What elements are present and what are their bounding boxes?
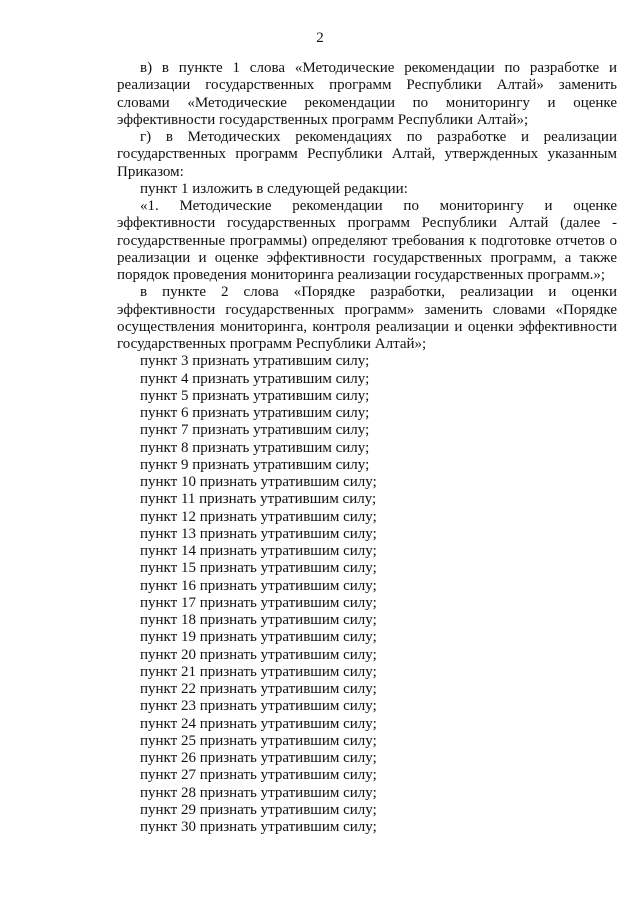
list-item: пункт 18 признать утратившим силу; <box>140 612 377 628</box>
list-item: пункт 4 признать утратившим силу; <box>140 370 370 387</box>
list-item: пункт 10 признать утратившим силу; <box>140 474 377 490</box>
list-item: пункт 19 признать утратившим силу; <box>140 629 377 646</box>
paragraph-point-2: в пункте 2 слова «Порядке разработки, реализации и оценки эффективности государственных программ» заменить словами «Порядке осуществления мониторинга, контроля реализации и оценки эффективности государственных программ Республики Алтай»; <box>117 284 617 352</box>
list-item: пункт 16 признать утратившим силу; <box>140 577 377 594</box>
list-item: пункт 8 признать утратившим силу; <box>140 439 370 456</box>
list-item: пункт 7 признать утратившим силу; <box>140 422 370 439</box>
list-item: пункт 17 признать утратившим силу; <box>140 594 377 611</box>
list-item: пункт 20 признать утратившим силу; <box>140 646 377 663</box>
list-item: пункт 24 признать утратившим силу; <box>140 715 377 732</box>
list-item: пункт 9 признать утратившим силу; <box>140 456 370 473</box>
list-item: пункт 3 признать утратившим силу; <box>140 353 370 370</box>
list-item: пункт 5 признать утратившим силу; <box>140 387 370 404</box>
list-item: пункт 27 признать утратившим силу; <box>140 767 377 784</box>
list-item: пункт 15 признать утратившим силу; <box>140 560 377 577</box>
paragraph-point-1-intro: пункт 1 изложить в следующей редакции: <box>140 180 408 197</box>
list-item: пункт 28 признать утратившим силу; <box>140 784 377 801</box>
paragraph-v: в) в пункте 1 слова «Методические рекомендации по разработке и реализации государственных программ Республики Алтай» заменить словами «Методические рекомендации по мониторингу и оценке эффективности государственных программ Республики Алтай»; <box>117 60 617 128</box>
list-item: пункт 14 признать утратившим силу; <box>140 543 377 559</box>
list-item: пункт 29 признать утратившим силу; <box>140 801 377 818</box>
list-item: пункт 12 признать утратившим силу; <box>140 508 377 525</box>
list-item: пункт 6 признать утратившим силу; <box>140 405 370 421</box>
list-item: пункт 21 признать утратившим силу; <box>140 663 377 680</box>
list-item: пункт 26 признать утратившим силу; <box>140 750 377 766</box>
list-item: пункт 30 признать утратившим силу; <box>140 819 377 835</box>
list-item: пункт 22 признать утратившим силу; <box>140 681 377 697</box>
list-item: пункт 23 признать утратившим силу; <box>140 698 377 715</box>
page-number: 2 <box>316 30 324 46</box>
list-item: пункт 25 признать утратившим силу; <box>140 732 377 749</box>
paragraph-point-1-text: «1. Методические рекомендации по мониторингу и оценке эффективности государственных программ Республики Алтай (далее - государственные программы) определяют требования к подготовке отчетов о реализации и оценке эффективности государственных программ, а также порядок проведения мониторинга реализации государственных программ.»; <box>117 198 617 283</box>
list-item: пункт 11 признать утратившим силу; <box>140 491 377 508</box>
list-item: пункт 13 признать утратившим силу; <box>140 525 377 542</box>
document-body <box>117 60 617 836</box>
paragraph-g: г) в Методических рекомендациях по разработке и реализации государственных программ Республики Алтай, утвержденных указанным Приказом: <box>117 129 617 180</box>
